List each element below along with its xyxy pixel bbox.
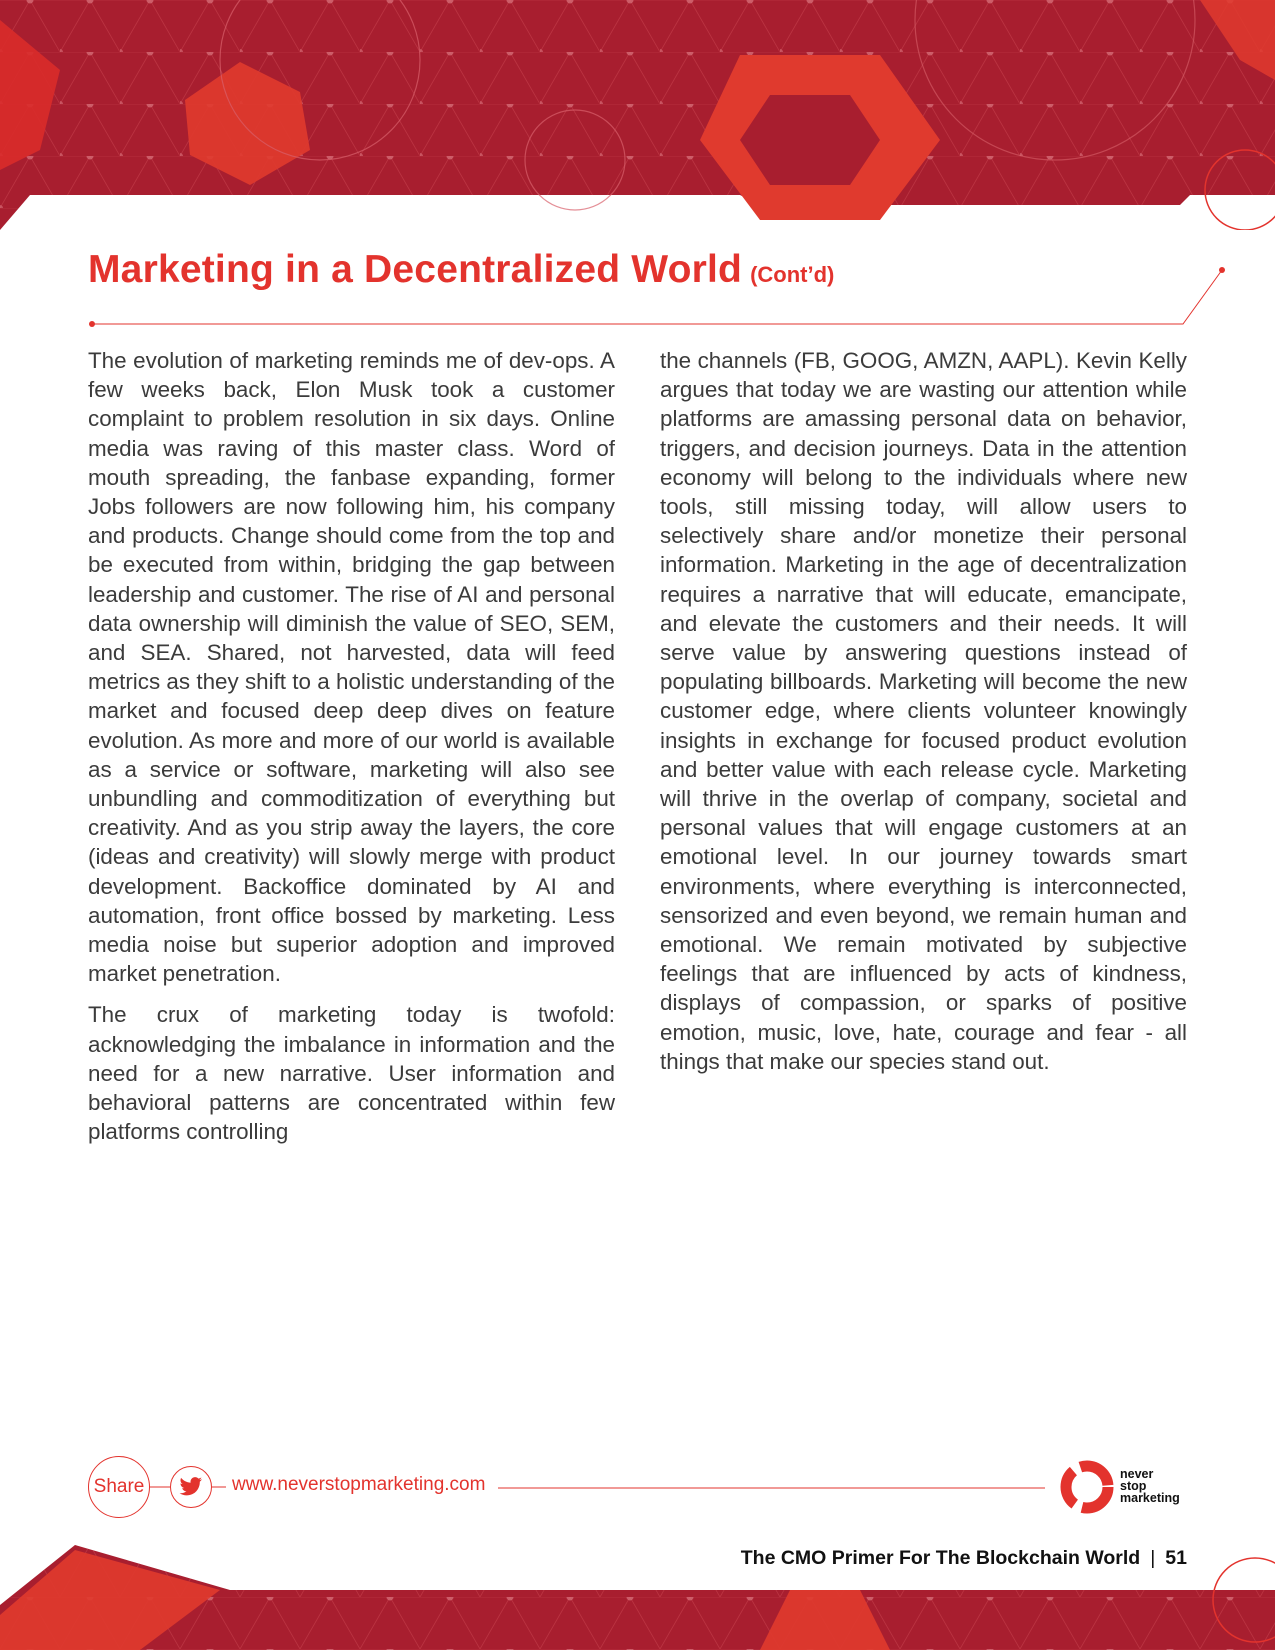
paragraph: The crux of marketing today is twofold: acknowledging the imbalance in information and the need for a new narrative. User information and behavioral patterns are concentrated within few platforms controlling: [88, 1002, 615, 1145]
twitter-share-button[interactable]: [170, 1466, 212, 1508]
twitter-bird-icon: [179, 1477, 203, 1497]
share-label: Share: [93, 1476, 145, 1497]
logo-ring-icon: [1058, 1458, 1116, 1516]
logo-wordmark: [1120, 1468, 1180, 1504]
top-banner: [0, 0, 1275, 230]
title-text: Marketing in a Decentralized World: [88, 248, 743, 291]
logo-word-never: never: [1120, 1467, 1154, 1481]
page-number: 51: [1165, 1547, 1187, 1569]
body-column-right: [660, 346, 1187, 1088]
title-suffix: (Cont’d): [750, 262, 835, 287]
logo-word-marketing: marketing: [1120, 1491, 1180, 1505]
website-link[interactable]: www.neverstopmarketing.com: [232, 1474, 486, 1495]
brand-logo: [1058, 1458, 1188, 1518]
bottom-banner: [0, 1545, 1275, 1650]
separator: |: [1150, 1547, 1156, 1569]
paragraph: the channels (FB, GOOG, AMZN, AAPL). Kevin Kelly argues that today we are wasting our attention while platforms are amassing personal data on behavior, triggers, and decision journeys. Data in the attention economy will belong to the individuals where new tools, still missing today, will allow users to selectively share and/or monetize their personal information. Marketing in the age of decentralization requires a narrative that will educate, emancipate, and elevate the customers and their needs. It will serve value by answering questions instead of populating billboards. Marketing will become the new customer edge, where clients volunteer knowingly insights in exchange for focused product evolution and better value with each release cycle. Marketing will thrive in the overlap of company, societal and personal values that will engage customers at an emotional level. In our journey towards smart environments, where everything is interconnected, sensorized and even beyond, we remain human and emotional. We remain motivated by subjective feelings that are influenced by acts of kindness, displays of compassion, or sparks of positive emotion, music, love, hate, courage and fear - all things that make our species stand out.: [660, 348, 1187, 1074]
page-title: [88, 248, 1188, 308]
body-column-left: [88, 346, 615, 1158]
logo-word-stop: stop: [1120, 1479, 1147, 1493]
share-button[interactable]: [88, 1456, 150, 1518]
paragraph: The evolution of marketing reminds me of dev-ops. A few weeks back, Elon Musk took a customer complaint to problem resolution in six days. Online media was raving of this master class. Word of mouth spreading, the fanbase expanding, former Jobs followers are now following him, his company and products. Change should come from the top and be executed from within, bridging the gap between leadership and customer. The rise of AI and personal data ownership will diminish the value of SEO, SEM, and SEA. Shared, not harvested, data will feed metrics as they shift to a holistic understanding of the market and focused deep deep dives on feature evolution. As more and more of our world is available as a service or software, marketing will also see unbundling and commoditization of everything but creativity. And as you strip away the layers, the core (ideas and creativity) will slowly merge with product development. Backoffice dominated by AI and automation, front office bossed by marketing. Less media noise but superior adoption and improved market penetration.: [88, 348, 615, 987]
publication-title: The CMO Primer For The Blockchain World: [740, 1547, 1141, 1569]
